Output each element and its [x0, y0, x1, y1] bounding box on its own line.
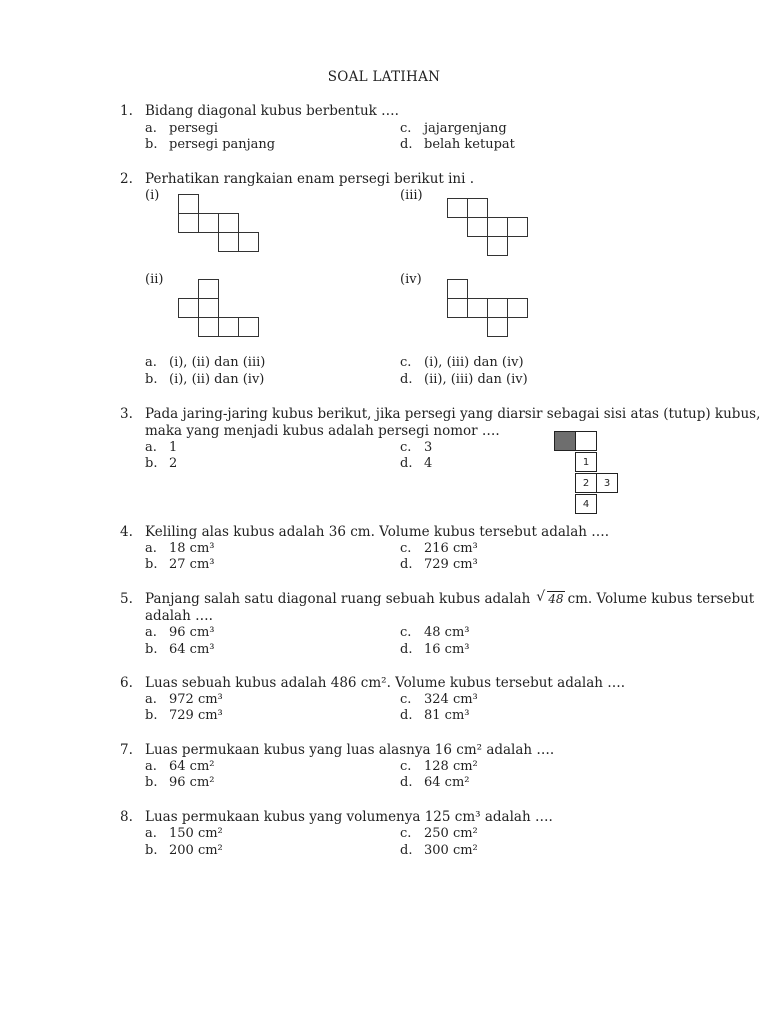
net-figure-i [178, 194, 260, 254]
option-a[interactable]: a. (i), (ii) dan (iii) [145, 355, 266, 370]
question-text: Luas sebuah kubus adalah 486 cm². Volume kubus tersebut adalah …. [145, 675, 626, 691]
question-text: Bidang diagonal kubus berbentuk …. [145, 103, 399, 119]
net-square-3: 3 [596, 473, 618, 493]
option-b[interactable]: b. 200 cm² [145, 843, 223, 858]
option-d[interactable]: d. 300 cm² [400, 843, 478, 858]
question-text-line2: maka yang menjadi kubus adalah persegi nomor …. [145, 423, 500, 439]
option-d[interactable]: d. 64 cm² [400, 775, 470, 790]
option-d[interactable]: d. 16 cm³ [400, 642, 470, 657]
question-text: Panjang salah satu diagonal ruang sebuah kubus adalah √ 48 cm. Volume kubus tersebut [145, 589, 755, 607]
option-b[interactable]: b. 729 cm³ [145, 708, 223, 723]
option-d[interactable]: d. 4 [400, 456, 433, 471]
question-number: 3. [120, 406, 133, 422]
question-text: Pada jaring-jaring kubus berikut, jika persegi yang diarsir sebagai sisi atas (tutup) kubus, [145, 406, 761, 422]
option-c[interactable]: c. 128 cm² [400, 759, 478, 774]
question-number: 7. [120, 742, 133, 758]
square-root: √ 48 [536, 589, 564, 606]
question-number: 5. [120, 591, 133, 607]
option-d[interactable]: d. 81 cm³ [400, 708, 470, 723]
option-a[interactable]: a. persegi [145, 121, 219, 136]
option-b[interactable]: b. 2 [145, 456, 178, 471]
net-figure-ii [178, 279, 260, 339]
net-square-1: 1 [575, 452, 597, 472]
option-d[interactable]: d. belah ketupat [400, 137, 515, 152]
question-number: 8. [120, 809, 133, 825]
net-figure-iii [447, 198, 529, 258]
question-number: 4. [120, 524, 133, 540]
shaded-square [554, 431, 576, 451]
option-c[interactable]: c. 250 cm² [400, 826, 478, 841]
option-c[interactable]: c. (i), (iii) dan (iv) [400, 355, 524, 370]
question-text: Luas permukaan kubus yang luas alasnya 16 cm² adalah …. [145, 742, 555, 758]
option-a[interactable]: a. 1 [145, 440, 178, 455]
option-d[interactable]: d. (ii), (iii) dan (iv) [400, 372, 528, 387]
question-text: Keliling alas kubus adalah 36 cm. Volume kubus tersebut adalah …. [145, 524, 610, 540]
option-a[interactable]: a. 18 cm³ [145, 541, 215, 556]
option-b[interactable]: b. (i), (ii) dan (iv) [145, 372, 265, 387]
figure-label-ii: (ii) [145, 272, 164, 287]
net-square-2: 2 [575, 473, 597, 493]
option-a[interactable]: a. 150 cm² [145, 826, 223, 841]
option-c[interactable]: c. 48 cm³ [400, 625, 470, 640]
option-b[interactable]: b. 27 cm³ [145, 557, 215, 572]
option-a[interactable]: a. 972 cm³ [145, 692, 223, 707]
option-b[interactable]: b. 96 cm² [145, 775, 215, 790]
question-number: 6. [120, 675, 133, 691]
option-b[interactable]: b. 64 cm³ [145, 642, 215, 657]
page-title: SOAL LATIHAN [327, 69, 441, 85]
option-d[interactable]: d. 729 cm³ [400, 557, 478, 572]
option-a[interactable]: a. 96 cm³ [145, 625, 215, 640]
option-a[interactable]: a. 64 cm² [145, 759, 215, 774]
option-c[interactable]: c. 216 cm³ [400, 541, 478, 556]
net-square-top [575, 431, 597, 451]
option-c[interactable]: c. jajargenjang [400, 121, 507, 136]
net-figure-iv [447, 279, 529, 339]
net-square-4: 4 [575, 494, 597, 514]
figure-label-iii: (iii) [400, 188, 423, 203]
question-number: 2. [120, 171, 133, 187]
question-text: Perhatikan rangkaian enam persegi berikut ini . [145, 171, 475, 187]
figure-label-iv: (iv) [400, 272, 422, 287]
question-text: Luas permukaan kubus yang volumenya 125 cm³ adalah …. [145, 809, 553, 825]
question-number: 1. [120, 103, 133, 119]
option-b[interactable]: b. persegi panjang [145, 137, 276, 152]
question-text-line2: adalah …. [145, 608, 213, 624]
option-c[interactable]: c. 324 cm³ [400, 692, 478, 707]
option-c[interactable]: c. 3 [400, 440, 433, 455]
figure-label-i: (i) [145, 188, 160, 203]
